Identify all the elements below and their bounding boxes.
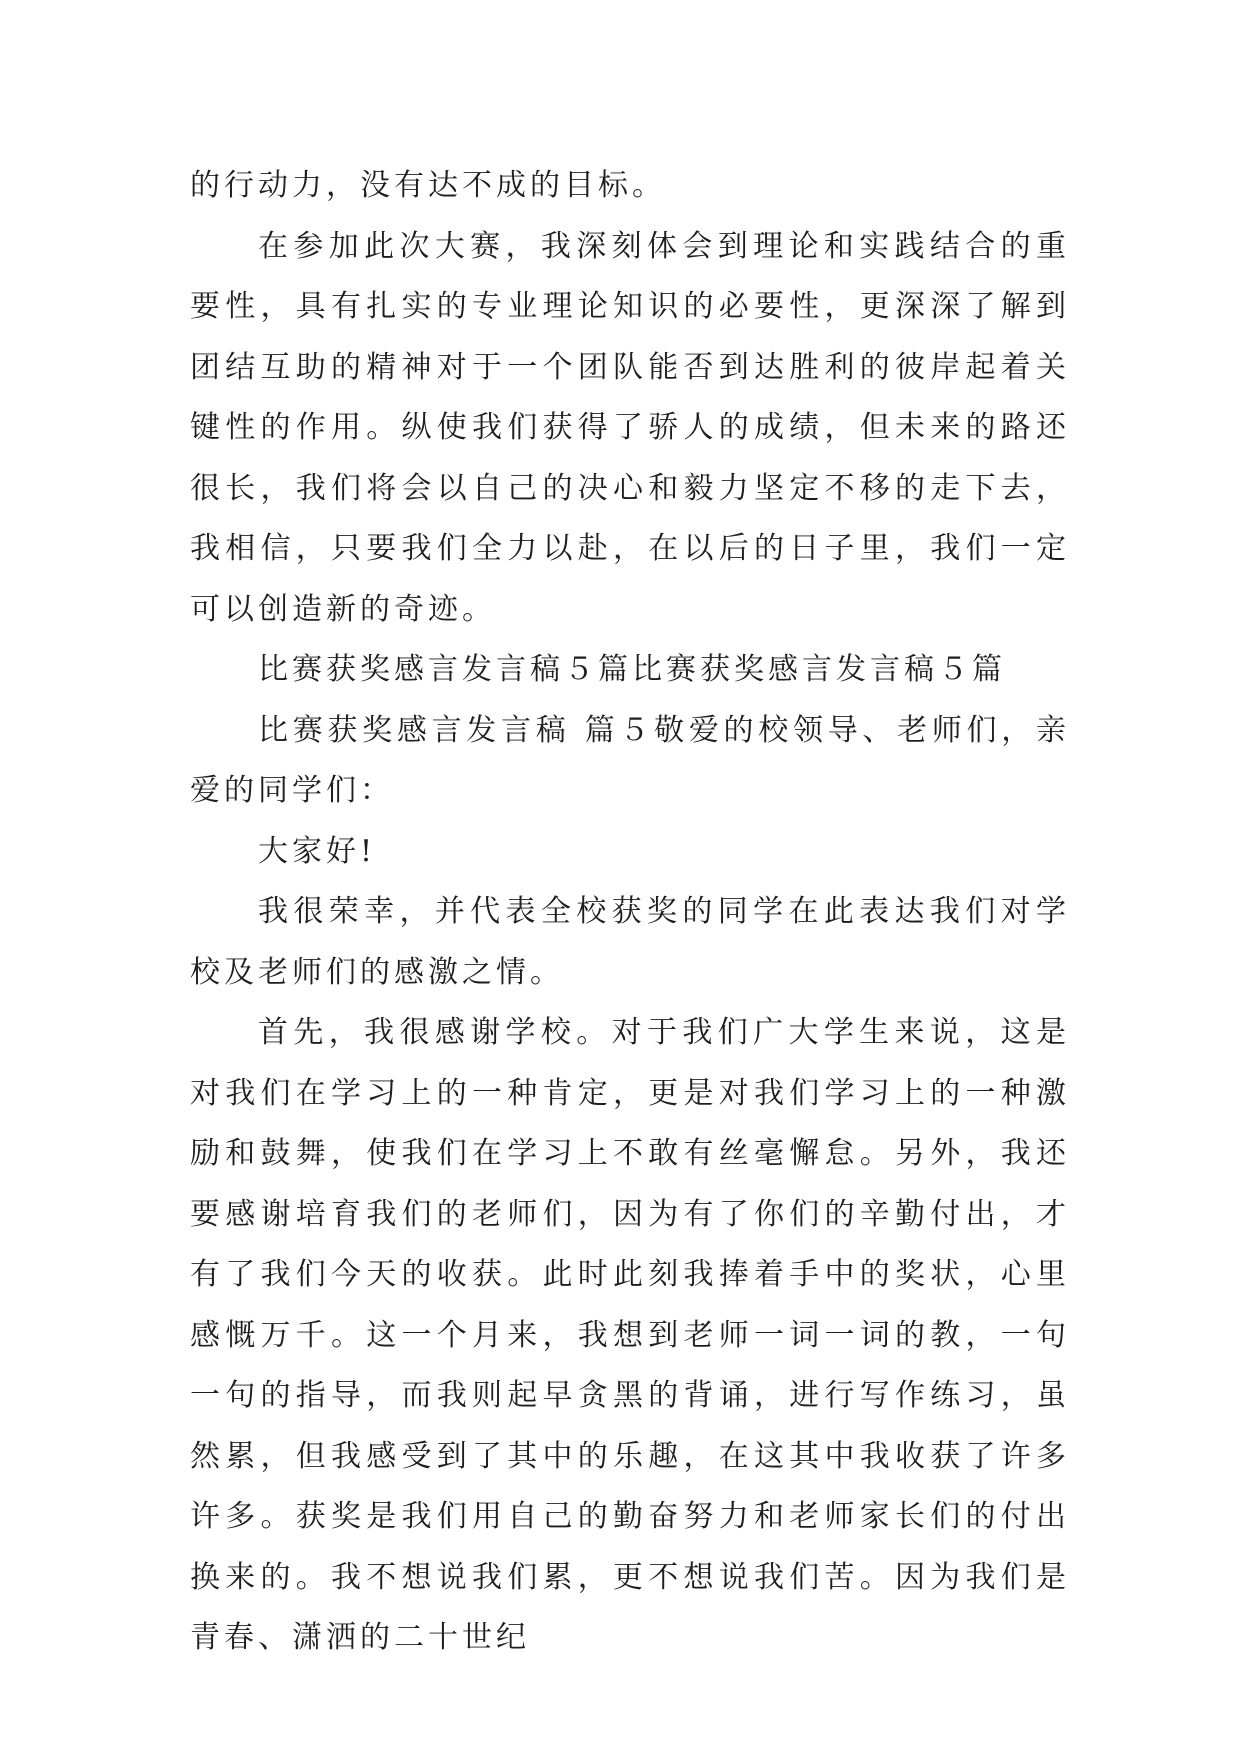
body-text bbox=[190, 156, 1070, 1669]
paragraph-4: 比赛获奖感言发言稿 篇５敬爱的校领导、老师们，亲爱的同学们： bbox=[190, 712, 1070, 808]
paragraph-1: 的行动力，没有达不成的目标。 bbox=[190, 168, 666, 203]
paragraph-7: 首先，我很感谢学校。对于我们广大学生来说，这是对我们在学习上的一种肯定，更是对我们学习上的一种激励和鼓舞，使我们在学习上不敢有丝毫懈怠。另外，我还要感谢培育我们的老师们，因为有了你们的辛勤付出，才有了我们今天的收获。此时此刻我捧着手中的奖状，心里感慨万千。这一个月来，我想到老师一词一词的教，一句一句的指导，而我则起早贪黑的背诵，进行写作练习，虽然累，但我感受到了其中的乐趣，在这其中我收获了许多许多。获奖是我们用自己的勤奋努力和老师家长们的付出换来的。我不想说我们累，更不想说我们苦。因为我们是青春、潇洒的二十世纪 bbox=[190, 1015, 1070, 1655]
paragraph-3: 比赛获奖感言发言稿５篇比赛获奖感言发言稿５篇 bbox=[258, 652, 1006, 687]
paragraph-6: 我很荣幸，并代表全校获奖的同学在此表达我们对学校及老师们的感激之情。 bbox=[190, 894, 1070, 990]
paragraph-2: 在参加此次大赛，我深刻体会到理论和实践结合的重要性，具有扎实的专业理论知识的必要性，更深深了解到团结互助的精神对于一个团队能否到达胜利的彼岸起着关键性的作用。纵使我们获得了骄人的成绩，但未来的路还很长，我们将会以自己的决心和毅力坚定不移的走下去，我相信，只要我们全力以赴，在以后的日子里，我们一定可以创造新的奇迹。 bbox=[190, 228, 1070, 627]
paragraph-5: 大家好! bbox=[258, 833, 377, 869]
